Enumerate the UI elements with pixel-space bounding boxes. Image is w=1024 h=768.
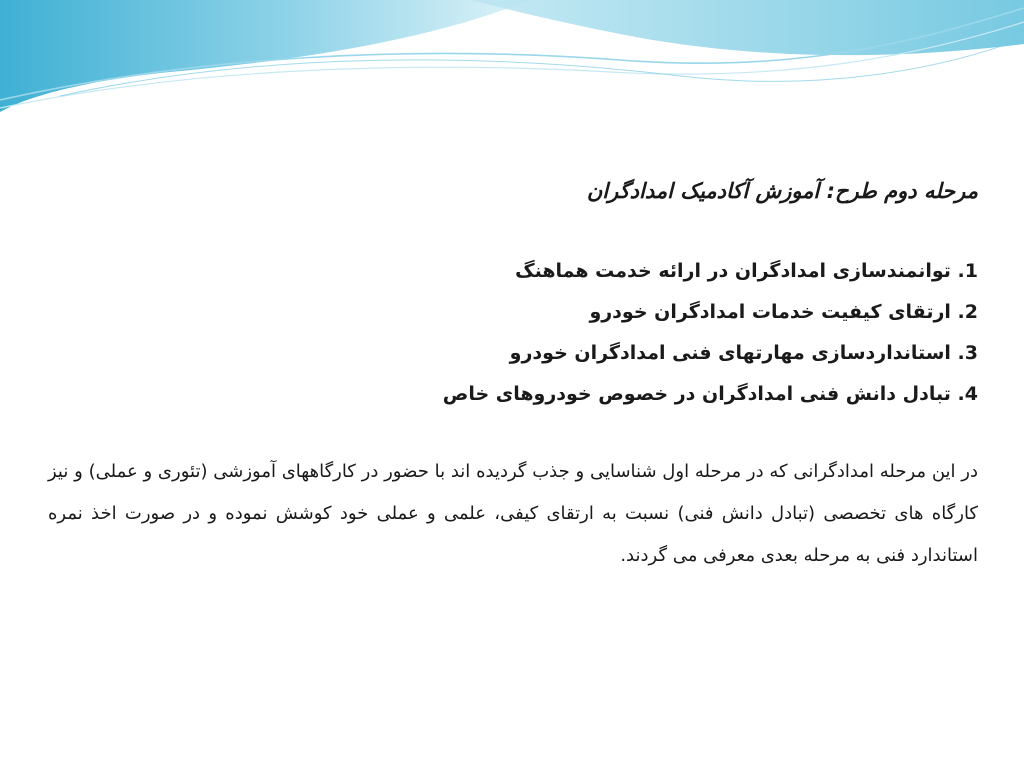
wave-header-decoration	[0, 0, 1024, 130]
goal-item-1: 1. توانمندسازی امدادگران در ارائه خدمت هماهنگ	[515, 260, 978, 283]
goal-item-2: 2. ارتقای کیفیت خدمات امدادگران خودرو	[589, 301, 978, 324]
description-paragraph: در این مرحله امدادگرانی که در مرحله اول شناسایی و جذب گردیده اند با حضور در کارگاههای آموزشی (تئوری و عملی) و نیز کارگاه های تخصصی (تبادل دانش فنی) نسبت به ارتقای کیفی، علمی و عملی خود کوشش نموده و در صورت اخذ نمره استاندارد فنی به مرحله بعدی معرفی می گردند.	[48, 461, 978, 567]
slide-title	[48, 178, 978, 205]
slide-title-prefix: مرحله دوم طرح:	[826, 179, 978, 203]
goals-list	[48, 251, 978, 415]
wave-right-shape	[470, 0, 1024, 55]
goal-item-4: 4. تبادل دانش فنی امدادگران در خصوص خودروهای خاص	[442, 383, 978, 406]
goal-item-3: 3. استانداردسازی مهارتهای فنی امدادگران خودرو	[509, 342, 978, 365]
slide-title-text: آموزش آکادمیک امدادگران	[586, 179, 820, 203]
slide-content	[48, 178, 978, 577]
wave-main-shape	[0, 0, 530, 112]
